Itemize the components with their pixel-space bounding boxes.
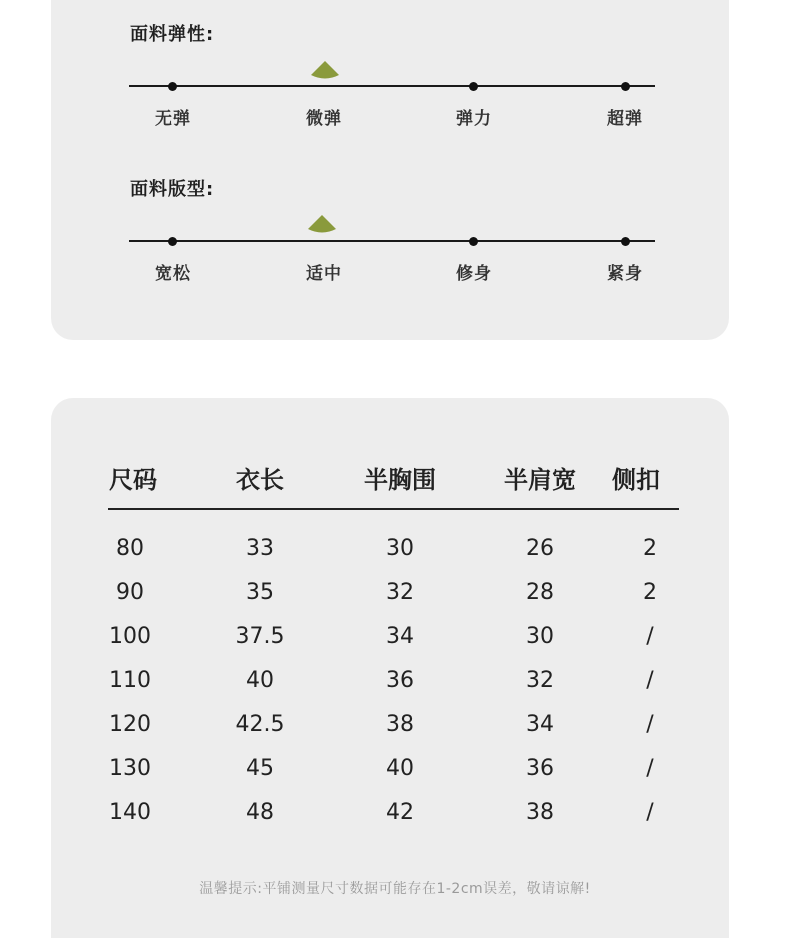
cell-half-shoulder: 36	[526, 756, 554, 781]
header-size: 尺码	[109, 466, 157, 494]
cell-half-chest: 38	[386, 712, 414, 737]
cell-size: 80	[116, 536, 144, 561]
cell-half-shoulder: 26	[526, 536, 554, 561]
cell-length: 48	[246, 800, 274, 825]
elasticity-option-1: 无弹	[155, 109, 191, 129]
fit-dot-1	[168, 237, 177, 246]
header-half-shoulder: 半肩宽	[504, 466, 576, 494]
table-row	[0, 668, 790, 712]
cell-side-button: 2	[643, 536, 657, 561]
header-half-chest: 半胸围	[364, 466, 436, 494]
fit-selected-marker	[308, 215, 336, 233]
cell-half-chest: 42	[386, 800, 414, 825]
cell-size: 120	[109, 712, 151, 737]
fit-dot-4	[621, 237, 630, 246]
table-row	[0, 756, 790, 800]
table-row	[0, 536, 790, 580]
elasticity-dot-3	[469, 82, 478, 91]
cell-size: 110	[109, 668, 151, 693]
fit-option-2: 适中	[306, 264, 342, 284]
cell-side-button: /	[646, 668, 654, 693]
header-side-button: 侧扣	[612, 466, 660, 494]
table-row	[0, 624, 790, 668]
fit-scale-line	[129, 240, 655, 242]
cell-half-chest: 32	[386, 580, 414, 605]
fit-option-4: 紧身	[607, 264, 643, 284]
cell-size: 130	[109, 756, 151, 781]
cell-size: 140	[109, 800, 151, 825]
fabric-info-card	[51, 0, 729, 340]
cell-side-button: 2	[643, 580, 657, 605]
elasticity-title: 面料弹性:	[130, 24, 215, 45]
elasticity-option-2: 微弹	[306, 109, 342, 129]
elasticity-scale-line	[129, 85, 655, 87]
cell-half-shoulder: 32	[526, 668, 554, 693]
elasticity-option-4: 超弹	[607, 109, 643, 129]
elasticity-dot-1	[168, 82, 177, 91]
cell-side-button: /	[646, 624, 654, 649]
header-divider	[108, 508, 679, 510]
cell-half-shoulder: 30	[526, 624, 554, 649]
table-row	[0, 712, 790, 756]
cell-half-chest: 30	[386, 536, 414, 561]
elasticity-selected-marker	[311, 61, 339, 79]
fit-dot-3	[469, 237, 478, 246]
cell-half-shoulder: 34	[526, 712, 554, 737]
cell-half-shoulder: 28	[526, 580, 554, 605]
cell-side-button: /	[646, 756, 654, 781]
cell-half-chest: 34	[386, 624, 414, 649]
cell-length: 33	[246, 536, 274, 561]
cell-size: 100	[109, 624, 151, 649]
elasticity-option-3: 弹力	[456, 109, 492, 129]
cell-length: 42.5	[235, 712, 285, 737]
cell-half-chest: 40	[386, 756, 414, 781]
cell-length: 45	[246, 756, 274, 781]
cell-half-shoulder: 38	[526, 800, 554, 825]
fit-option-1: 宽松	[155, 264, 191, 284]
cell-half-chest: 36	[386, 668, 414, 693]
fit-option-3: 修身	[456, 264, 492, 284]
fit-title: 面料版型:	[130, 179, 215, 200]
cell-length: 37.5	[235, 624, 285, 649]
table-row	[0, 580, 790, 624]
cell-size: 90	[116, 580, 144, 605]
cell-side-button: /	[646, 712, 654, 737]
table-row	[0, 800, 790, 844]
cell-length: 35	[246, 580, 274, 605]
cell-length: 40	[246, 668, 274, 693]
elasticity-dot-4	[621, 82, 630, 91]
cell-side-button: /	[646, 800, 654, 825]
measurement-note: 温馨提示:平铺测量尺寸数据可能存在1-2cm误差，敬请谅解!	[199, 881, 591, 897]
header-length: 衣长	[236, 466, 284, 494]
